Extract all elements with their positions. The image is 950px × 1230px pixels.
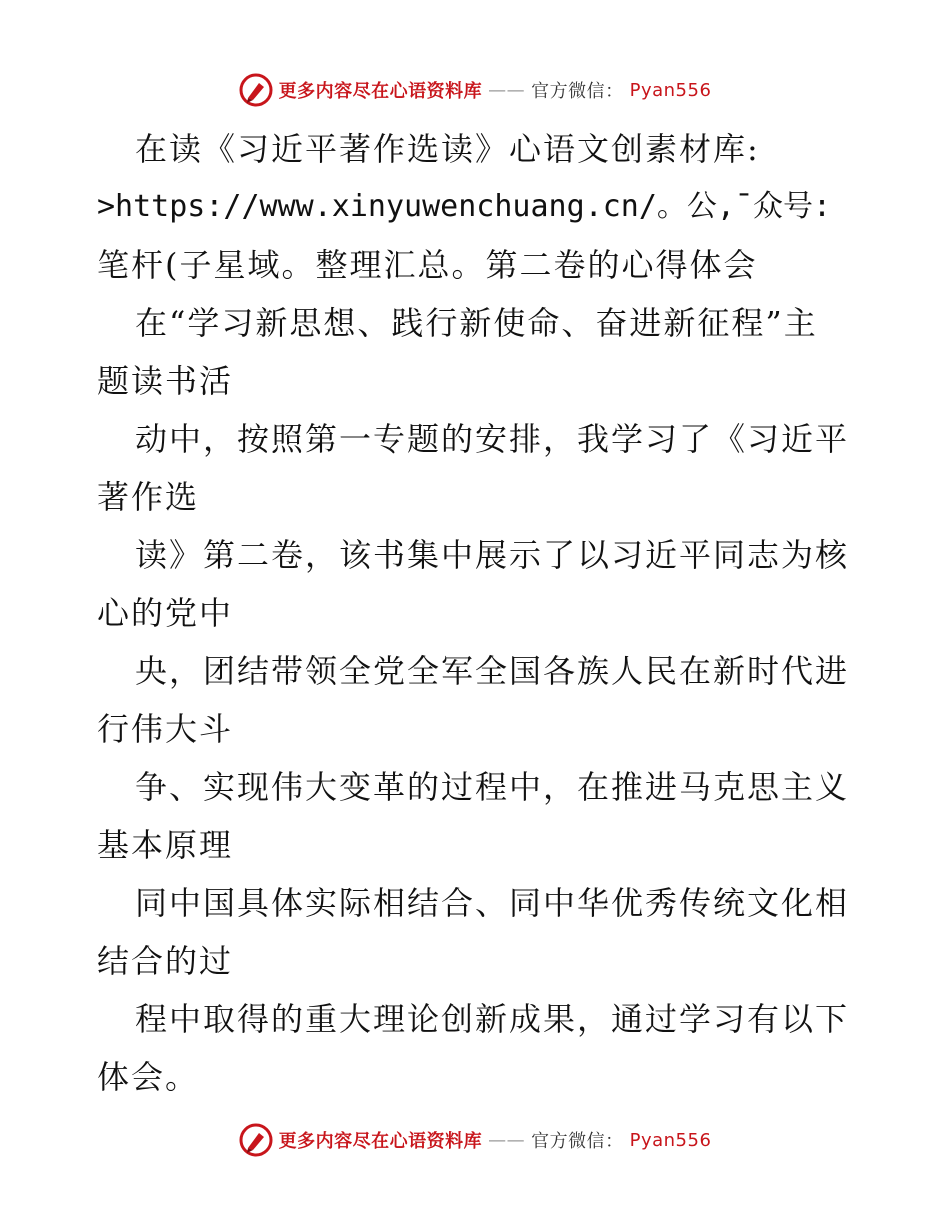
pen-nib-logo-icon: [239, 1123, 273, 1157]
footer-wechat-id: Pyan556: [629, 1129, 712, 1151]
body-line: 体会。: [97, 1058, 200, 1096]
body-line: >https://www.xinyuwenchuang.cn/。公,¯众号:: [97, 189, 832, 224]
body-line: 结合的过: [97, 942, 234, 980]
header-banner-separator: ——: [488, 79, 526, 101]
body-line: 笔杆(子星域。整理汇总。第二卷的心得体会: [97, 246, 758, 284]
header-wechat-label: 官方微信：: [531, 81, 624, 102]
body-line: 在读《习近平著作选读》心语文创素材库:: [135, 130, 760, 168]
header-banner-title: 更多内容尽在心语资料库: [278, 81, 483, 102]
body-line: 央，团结带领全党全军全国各族人民在新时代进: [135, 652, 850, 690]
body-line: 读》第二卷，该书集中展示了以习近平同志为核: [135, 536, 850, 574]
header-banner: [0, 70, 950, 110]
body-line: 动中，按照第一专题的安排，我学习了《习近平: [135, 420, 850, 458]
footer-banner: [0, 1120, 950, 1160]
body-line: 基本原理: [97, 826, 234, 864]
footer-banner-separator: ——: [488, 1129, 526, 1151]
body-line: 程中取得的重大理论创新成果，通过学习有以下: [135, 1000, 850, 1038]
document-body: [97, 120, 857, 1106]
body-line: 行伟大斗: [97, 710, 234, 748]
header-wechat-id: Pyan556: [629, 79, 712, 101]
header-banner-content: [239, 73, 712, 107]
body-line: 争、实现伟大变革的过程中，在推进马克思主义: [135, 768, 850, 806]
body-line: 在“学习新思想、践行新使命、奋进新征程”主: [135, 304, 818, 342]
body-line: 题读书活: [97, 362, 234, 400]
footer-banner-title: 更多内容尽在心语资料库: [278, 1131, 483, 1152]
body-line: 心的党中: [97, 594, 234, 632]
footer-banner-content: [239, 1123, 712, 1157]
pen-nib-logo-icon: [239, 73, 273, 107]
body-line: 著作选: [97, 478, 200, 516]
footer-wechat-label: 官方微信：: [531, 1131, 624, 1152]
body-line: 同中国具体实际相结合、同中华优秀传统文化相: [135, 884, 850, 922]
